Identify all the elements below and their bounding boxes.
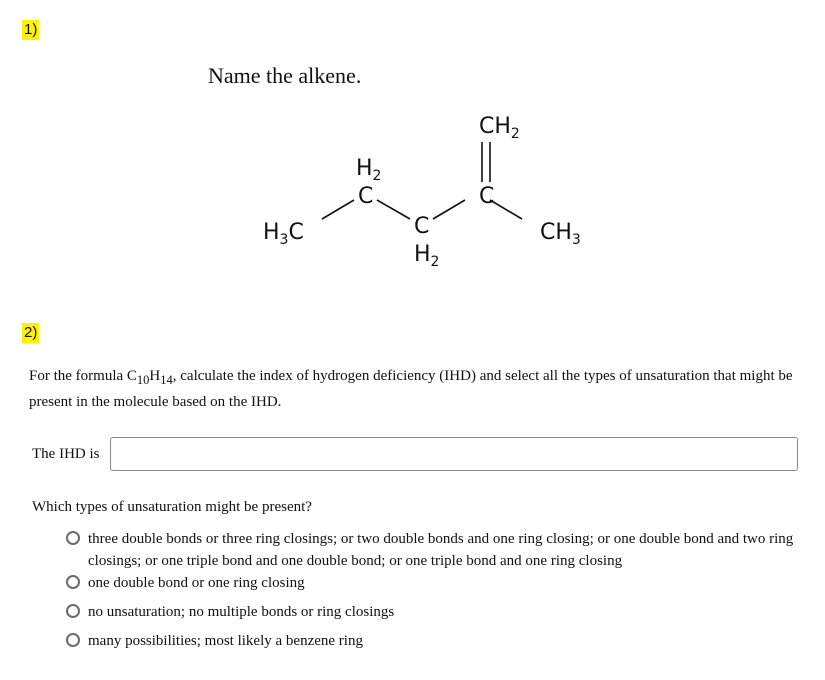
question-1-number: 1) (24, 21, 38, 38)
radio-button-4[interactable] (66, 633, 80, 647)
c3-atom: C (414, 214, 430, 239)
bond-c2-c3 (377, 200, 410, 219)
unsaturation-options (66, 528, 796, 652)
radio-button-1[interactable] (66, 531, 80, 545)
option-4[interactable] (66, 630, 796, 652)
alkene-ch2: $CH_2$ (479, 114, 520, 142)
radio-button-3[interactable] (66, 604, 80, 618)
h3c-group: $H_3C$ (263, 220, 304, 248)
option-4-label: many possibilities; most likely a benzene ring (88, 633, 363, 649)
bond-c4-c5 (490, 200, 522, 219)
question-2-prompt: For the formula $C_{10}H_{14}$, calculate the index of hydrogen deficiency (IHD) and select all the types of unsaturation that might be present in the molecule based on the IHD. (29, 368, 793, 410)
c2-atom: C (358, 184, 374, 209)
option-3[interactable] (66, 601, 796, 623)
alkene-structure (250, 102, 610, 277)
question-2-number: 2) (24, 324, 38, 341)
bond-c1-c2 (322, 200, 354, 219)
option-1[interactable] (66, 528, 796, 572)
option-2[interactable] (66, 572, 796, 594)
question-1-title: Name the alkene. (208, 63, 362, 88)
option-2-label: one double bond or one ring closing (88, 575, 305, 591)
ihd-input[interactable] (110, 437, 798, 471)
radio-button-2[interactable] (66, 575, 80, 589)
ch3-group: $CH_3$ (540, 220, 581, 248)
bond-c3-c4 (433, 200, 465, 219)
option-3-label: no unsaturation; no multiple bonds or ring closings (88, 604, 395, 620)
ihd-label: The IHD is (32, 446, 100, 462)
unsaturation-question: Which types of unsaturation might be present? (32, 499, 312, 515)
c4-atom: C (479, 184, 495, 209)
option-1-label: three double bonds or three ring closings; or two double bonds and one ring closing; or one double bond and two ring closings; or one triple bond and one double bond; or one triple bond and one ring closing (88, 531, 794, 569)
ch2-top-h: $H_2$ (356, 156, 382, 184)
ch2-bottom-h: $H_2$ (414, 242, 440, 270)
